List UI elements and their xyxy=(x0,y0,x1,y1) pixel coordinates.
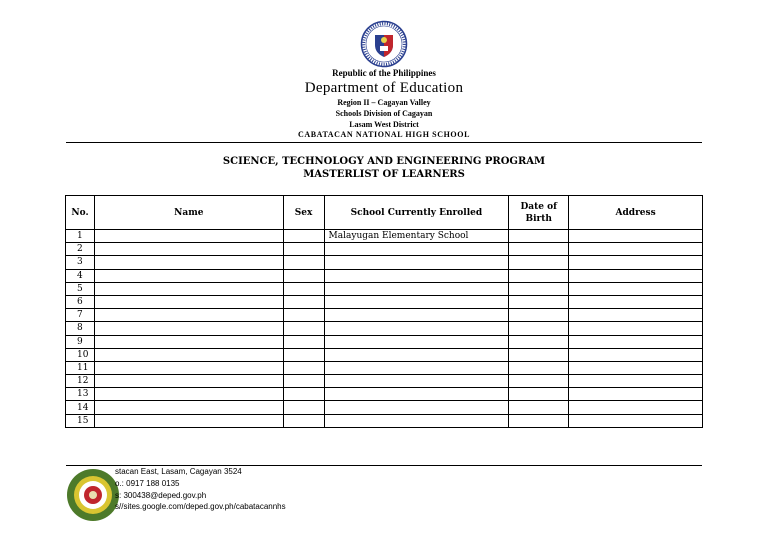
cell-school xyxy=(324,256,509,269)
cell-school xyxy=(324,282,509,295)
cell-name xyxy=(94,388,283,401)
cell-sex xyxy=(283,361,324,374)
cell-address xyxy=(569,269,703,282)
table-row xyxy=(66,388,703,401)
cell-name xyxy=(94,282,283,295)
cell-name xyxy=(94,414,283,427)
cell-no: 14 xyxy=(66,401,95,414)
footer-address: stacan East, Lasam, Cagayan 3524 xyxy=(115,467,242,476)
cell-sex xyxy=(283,401,324,414)
district-line: Lasam West District xyxy=(349,120,419,129)
header-dob: Date of Birth xyxy=(509,196,569,230)
school-logo-icon xyxy=(66,468,120,522)
table-row xyxy=(66,256,703,269)
department-title: Department of Education xyxy=(304,80,464,96)
cell-sex xyxy=(283,375,324,388)
cell-dob xyxy=(509,282,569,295)
cell-school: Malayugan Elementary School xyxy=(324,230,509,243)
table-row xyxy=(66,322,703,335)
cell-school xyxy=(324,243,509,256)
cell-name xyxy=(94,309,283,322)
cell-address xyxy=(569,230,703,243)
table-row xyxy=(66,282,703,295)
cell-dob xyxy=(509,256,569,269)
cell-address xyxy=(569,361,703,374)
cell-name xyxy=(94,295,283,308)
header-name: Name xyxy=(94,196,283,230)
cell-school xyxy=(324,295,509,308)
footer-website: s//sites.google.com/deped.gov.ph/cabatacannhs xyxy=(115,502,286,511)
table-row xyxy=(66,335,703,348)
cell-sex xyxy=(283,256,324,269)
cell-name xyxy=(94,243,283,256)
cell-address xyxy=(569,401,703,414)
cell-address xyxy=(569,335,703,348)
header-address: Address xyxy=(569,196,703,230)
footer-phone: o.: 0917 188 0135 xyxy=(115,479,180,488)
cell-school xyxy=(324,361,509,374)
cell-no: 2 xyxy=(66,243,95,256)
table-header-row xyxy=(66,196,703,230)
cell-no: 10 xyxy=(66,348,95,361)
table-row xyxy=(66,348,703,361)
cell-no: 3 xyxy=(66,256,95,269)
cell-school xyxy=(324,322,509,335)
deped-seal-icon xyxy=(359,20,409,68)
cell-sex xyxy=(283,295,324,308)
table-row xyxy=(66,269,703,282)
cell-dob xyxy=(509,335,569,348)
cell-name xyxy=(94,361,283,374)
cell-dob xyxy=(509,388,569,401)
cell-address xyxy=(569,295,703,308)
cell-dob xyxy=(509,243,569,256)
cell-no: 6 xyxy=(66,295,95,308)
cell-no: 15 xyxy=(66,414,95,427)
footer xyxy=(0,460,768,543)
cell-school xyxy=(324,388,509,401)
cell-address xyxy=(569,388,703,401)
cell-dob xyxy=(509,269,569,282)
cell-sex xyxy=(283,322,324,335)
cell-no: 12 xyxy=(66,375,95,388)
cell-sex xyxy=(283,282,324,295)
cell-dob xyxy=(509,322,569,335)
cell-dob xyxy=(509,309,569,322)
cell-no: 5 xyxy=(66,282,95,295)
cell-name xyxy=(94,335,283,348)
cell-dob xyxy=(509,361,569,374)
cell-no: 4 xyxy=(66,269,95,282)
cell-school xyxy=(324,414,509,427)
cell-address xyxy=(569,322,703,335)
cell-school xyxy=(324,401,509,414)
header-school: School Currently Enrolled xyxy=(324,196,509,230)
table-row xyxy=(66,230,703,243)
cell-name xyxy=(94,375,283,388)
cell-dob xyxy=(509,401,569,414)
cell-no: 8 xyxy=(66,322,95,335)
cell-address xyxy=(569,282,703,295)
table-row xyxy=(66,401,703,414)
cell-sex xyxy=(283,269,324,282)
cell-dob xyxy=(509,230,569,243)
program-title: SCIENCE, TECHNOLOGY AND ENGINEERING PROGRAM xyxy=(222,156,546,167)
header-sex: Sex xyxy=(283,196,324,230)
cell-sex xyxy=(283,243,324,256)
cell-address xyxy=(569,256,703,269)
cell-address xyxy=(569,375,703,388)
cell-no: 7 xyxy=(66,309,95,322)
cell-school xyxy=(324,375,509,388)
cell-dob xyxy=(509,414,569,427)
cell-name xyxy=(94,348,283,361)
cell-name xyxy=(94,322,283,335)
cell-no: 11 xyxy=(66,361,95,374)
cell-name xyxy=(94,230,283,243)
cell-no: 9 xyxy=(66,335,95,348)
cell-school xyxy=(324,309,509,322)
cell-no: 1 xyxy=(66,230,95,243)
cell-sex xyxy=(283,309,324,322)
cell-sex xyxy=(283,335,324,348)
table-row xyxy=(66,414,703,427)
republic-line: Republic of the Philippines xyxy=(332,68,436,78)
cell-sex xyxy=(283,348,324,361)
table-row xyxy=(66,309,703,322)
table-row xyxy=(66,243,703,256)
header-divider xyxy=(66,142,702,143)
cell-address xyxy=(569,243,703,256)
region-line: Region II – Cagayan Valley xyxy=(337,98,431,107)
cell-sex xyxy=(283,414,324,427)
table-row xyxy=(66,375,703,388)
cell-name xyxy=(94,256,283,269)
cell-address xyxy=(569,309,703,322)
cell-address xyxy=(569,414,703,427)
footer-divider xyxy=(66,465,702,466)
cell-sex xyxy=(283,388,324,401)
cell-dob xyxy=(509,375,569,388)
table-row xyxy=(66,295,703,308)
header-no: No. xyxy=(66,196,95,230)
cell-name xyxy=(94,269,283,282)
cell-name xyxy=(94,401,283,414)
cell-sex xyxy=(283,230,324,243)
cell-dob xyxy=(509,295,569,308)
cell-school xyxy=(324,335,509,348)
cell-school xyxy=(324,348,509,361)
cell-dob xyxy=(509,348,569,361)
cell-address xyxy=(569,348,703,361)
masterlist-title: MASTERLIST OF LEARNERS xyxy=(303,169,465,180)
table-row xyxy=(66,361,703,374)
cell-no: 13 xyxy=(66,388,95,401)
cell-school xyxy=(324,269,509,282)
school-name: CABATACAN NATIONAL HIGH SCHOOL xyxy=(297,130,471,139)
learners-table xyxy=(65,195,703,428)
division-line: Schools Division of Cagayan xyxy=(335,109,433,118)
footer-email: s: 300438@deped.gov.ph xyxy=(115,491,207,500)
